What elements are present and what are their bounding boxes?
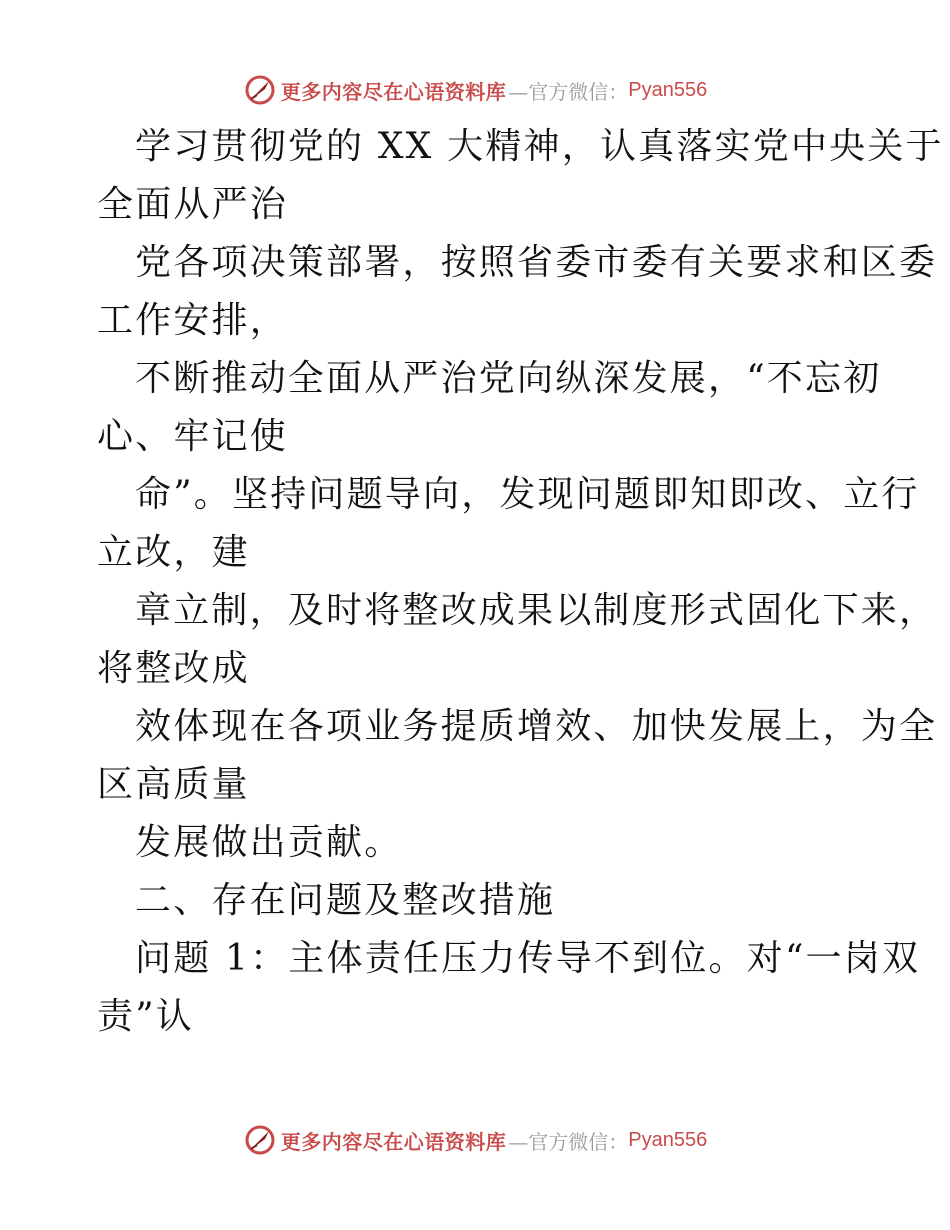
document-body [97,118,944,1046]
body-line: 党各项决策部署，按照省委市委有关要求和区委 [135,242,938,283]
body-line: 命”。坚持问题导向，发现问题即知即改、立行 [135,474,920,515]
feather-logo-icon [243,1123,277,1157]
watermark-id: Pyan556 [628,1128,708,1151]
body-line: 章立制，及时将整改成果以制度形式固化下来， [135,590,938,631]
body-line: 心、牢记使 [97,416,289,457]
watermark-suffix: —官方微信： [508,1129,629,1154]
section-heading: 二、存在问题及整改措施 [135,880,556,921]
body-line: 工作安排， [97,300,289,341]
watermark-text: 更多内容尽在心语资料库 [280,79,507,104]
body-line: 全面从严治 [97,184,289,225]
body-line: 立改，建 [97,532,250,573]
header-watermark [0,70,950,110]
body-line: 区高质量 [97,764,250,805]
body-line: 学习贯彻党的 XX 大精神，认真落实党中央关于 [135,126,944,167]
watermark-suffix: —官方微信： [508,79,629,104]
body-line: 问题 1：主体责任压力传导不到位。对“一岗双 [135,938,921,979]
watermark-text: 更多内容尽在心语资料库 [280,1129,507,1154]
body-line: 将整改成 [97,648,250,689]
feather-logo-icon [243,73,277,107]
body-line: 效体现在各项业务提质增效、加快发展上，为全 [135,706,938,747]
body-line: 责”认 [97,996,195,1037]
footer-watermark [0,1120,950,1160]
body-line: 不断推动全面从严治党向纵深发展，“不忘初 [135,358,882,399]
watermark-id: Pyan556 [628,78,708,101]
body-line: 发展做出贡献。 [135,822,403,863]
